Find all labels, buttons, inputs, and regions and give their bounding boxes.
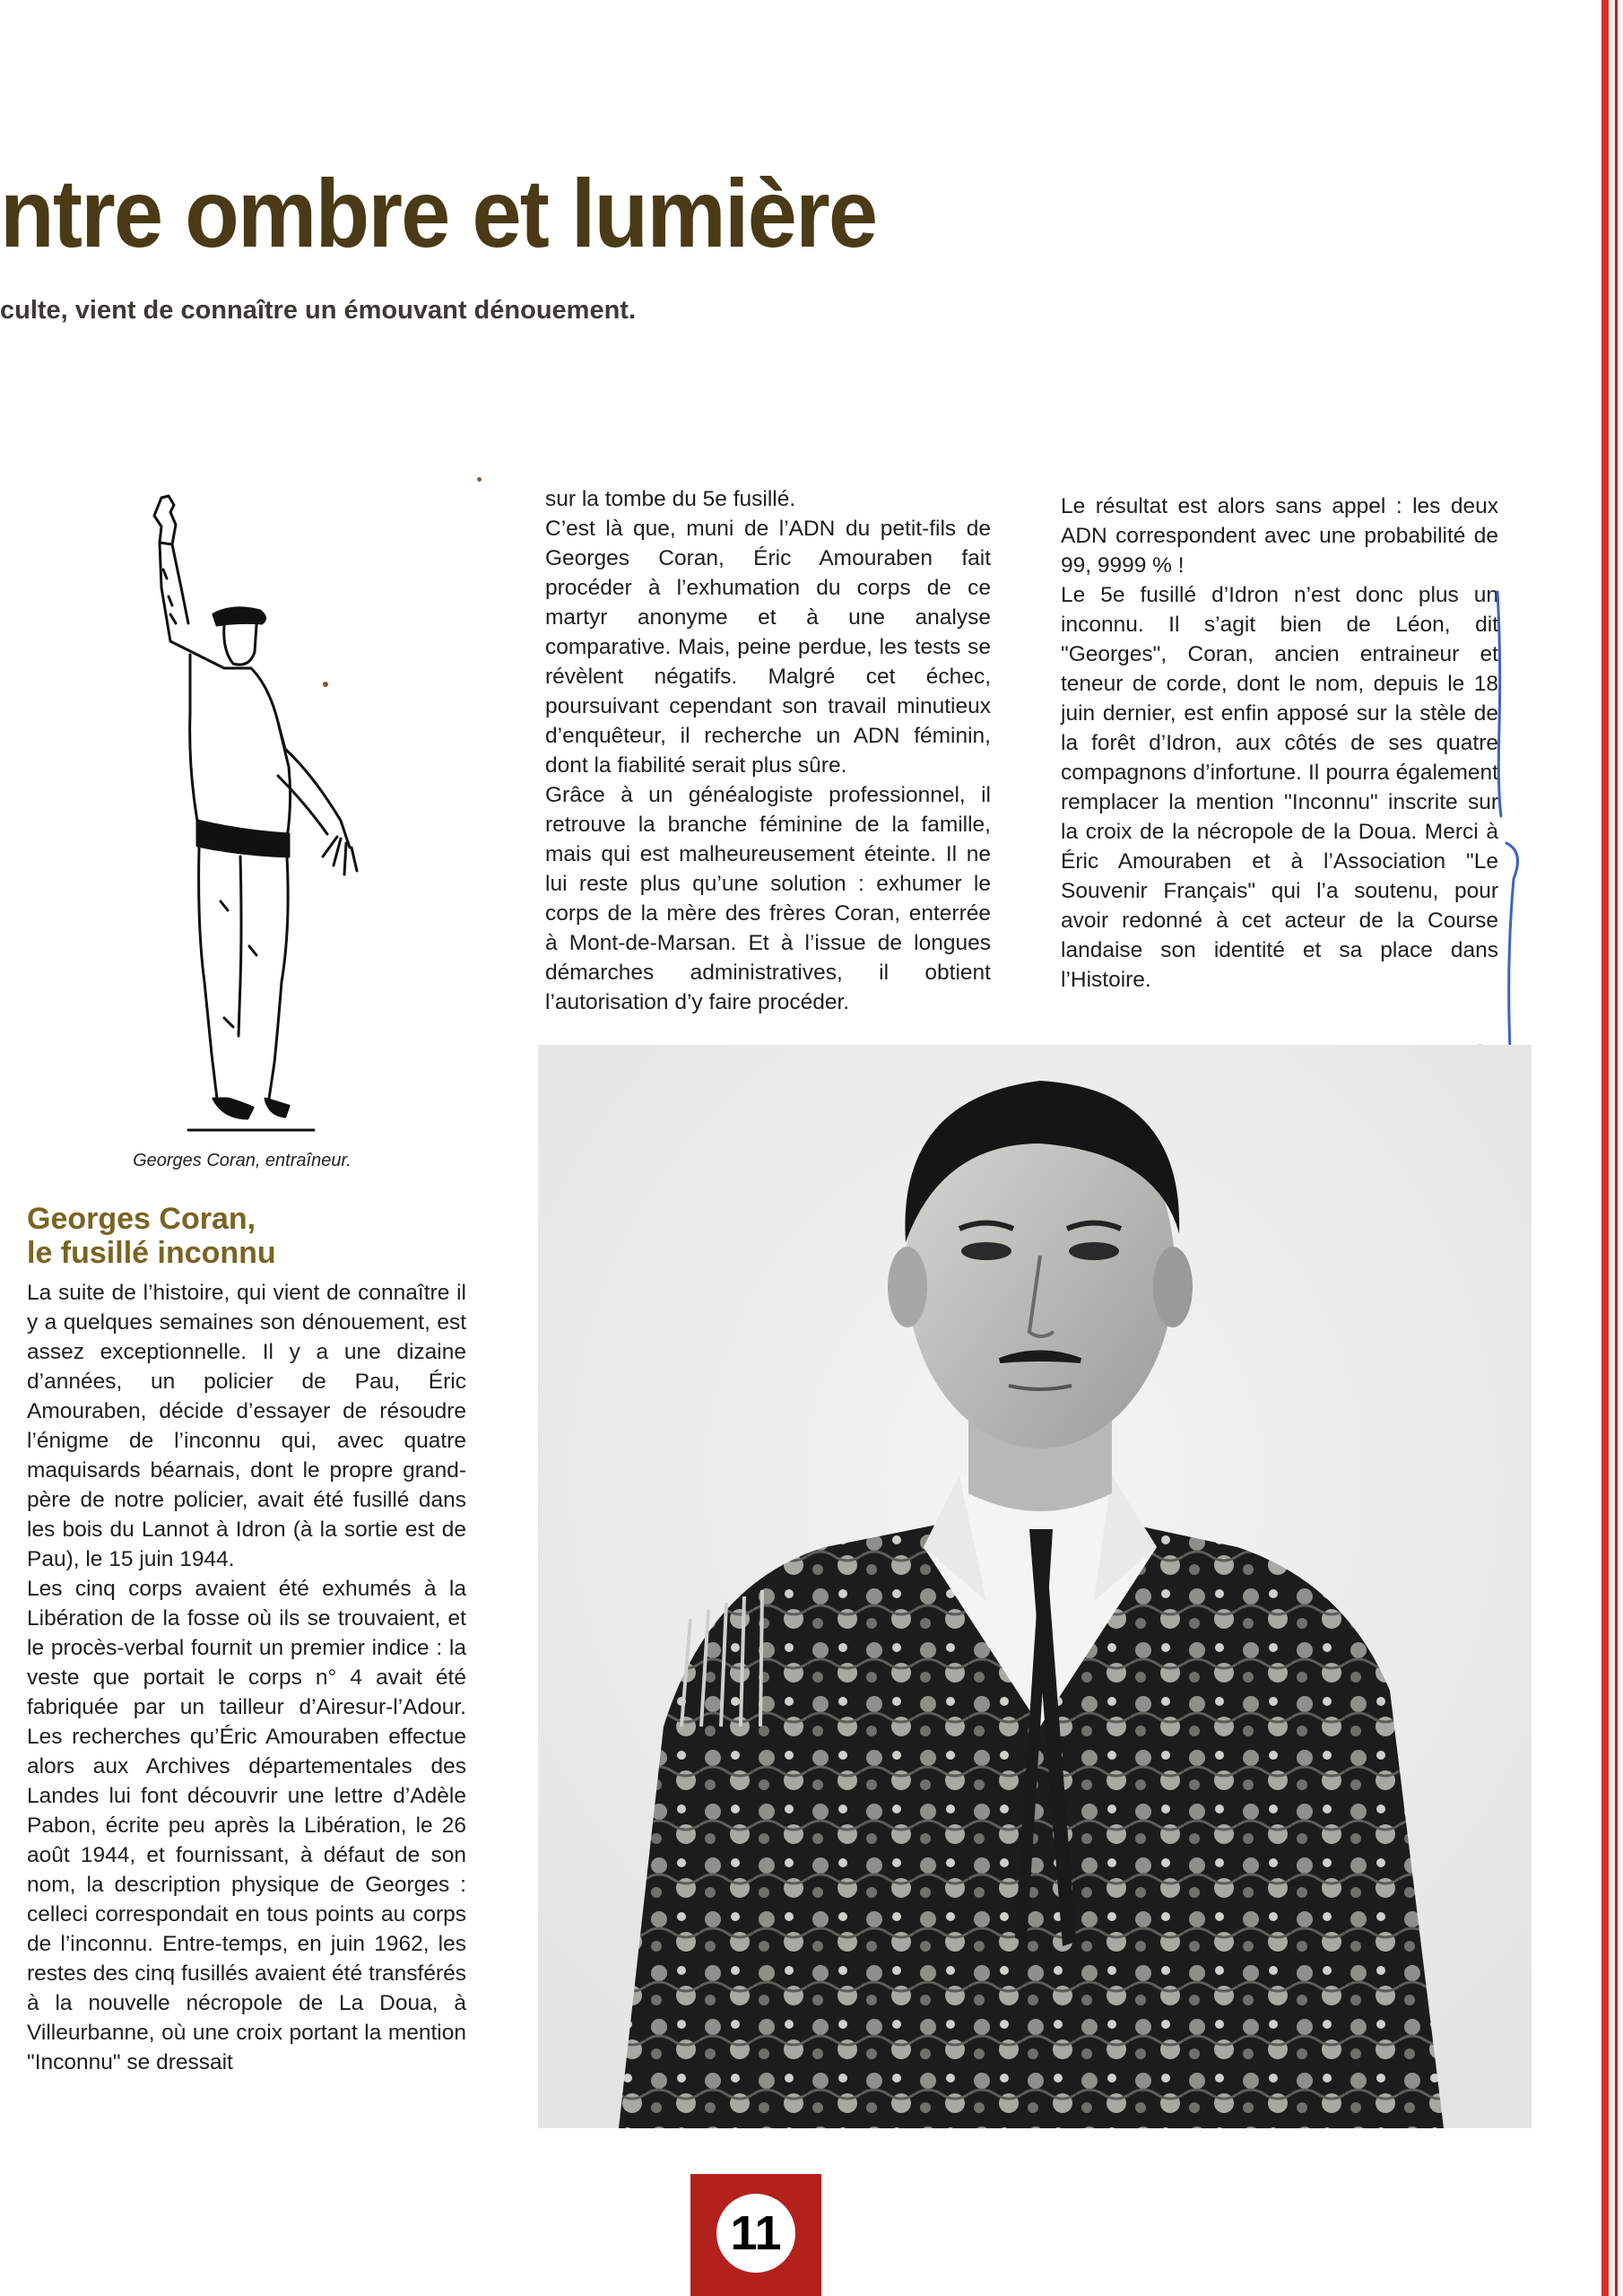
- middle-column: [545, 484, 991, 1017]
- section-heading: [27, 1202, 430, 1270]
- illustration-caption: Georges Coran, entraîneur.: [133, 1151, 352, 1170]
- section-heading-line2: le fusillé inconnu: [27, 1236, 276, 1270]
- article-title: ntre ombre et lumière: [0, 160, 877, 267]
- portrait-photograph: [538, 1045, 1532, 2128]
- handwritten-bracket-mark: [1471, 583, 1524, 1058]
- middle-paragraph-2: C’est là que, muni de l’ADN du petit-fils de Georges Coran, Éric Amouraben fait procéder à l’exhumation du corps de ce martyr anonyme et à une analyse comparative. Mais, peine perdue, les tests se révèlent négatifs. Malgré cet échec, poursuivant cependant son travail minutieux d’enquêteur, il recherche un ADN féminin, dont la fiabilité serait plus sûre.: [545, 517, 991, 778]
- page-number: 11: [716, 2194, 795, 2273]
- left-paragraph-2: Les cinq corps avaient été exhumés à la Libération de la fosse où ils se trouvaient, et le procès-verbal fournit un premier indice : la veste que portait le corps n° 4 avait été fabriquée par un tailleur d’Airesur-l’Adour. Les recherches qu’Éric Amouraben effectue alors aux Archives départementales des Landes lui font découvrir une lettre d’Adèle Pabon, écrite peu après la Libération, le 26 août 1944, et fournissant, à défaut de son nom, la description physique de Georges : celleci correspondait en tous points au corps de l’inconnu. Entre-temps, en juin 1962, les restes des cinq fusillés avaient été transférés à la nouvelle nécropole de La Doua, à Villeurbanne, où une croix portant la mention "Inconnu" se dressait: [27, 1577, 466, 2074]
- right-paragraph-2: Le 5e fusillé d’Idron n’est donc plus un inconnu. Il s’agit bien de Léon, dit "Georges", Coran, ancien entraineur et teneur de corde, dont le nom, depuis le 18 juin dernier, est enfin apposé sur la stèle de la forêt d’Idron, aux côtés de ses quatre compagnons d’infortune. Il pourra également remplacer la mention "Inconnu" inscrite sur la croix de la nécropole de la Doua. Merci à Éric Amouraben et à l’Association "Le Souvenir Français" qui l’a soutenu, pour avoir redonné à cet acteur de la Course landaise son identité et sa place dans l’Histoire.: [1061, 583, 1498, 992]
- left-paragraph-1: La suite de l’histoire, qui vient de connaître il y a quelques semaines son dénouement, est assez exceptionnelle. Il y a une dizaine d’années, un policier de Pau, Éric Amouraben, décide d’essayer de résoudre l’énigme de l’inconnu qui, avec quatre maquisards béarnais, dont le propre grand-père de notre policier, avait été fusillé dans les bois du Lannot à Idron (à la sortie est de Pau), le 15 juin 1944.: [27, 1281, 466, 1571]
- trainer-illustration: [135, 480, 386, 1135]
- section-heading-line1: Georges Coran,: [27, 1202, 256, 1236]
- right-paragraph-1: Le résultat est alors sans appel : les deux ADN correspondent avec une probabilité de 99, 9999 % !: [1061, 494, 1498, 578]
- middle-paragraph-3: Grâce à un généalogiste professionnel, il retrouve la branche féminine de la famille, mais qui est malheureusement éteinte. Il ne lui reste plus qu’une solution : exhumer le corps de la mère des frères Coran, enterrée à Mont-de-Marsan. Et à l’issue de longues démarches administratives, il obtient l’autorisation d’y faire procéder.: [545, 783, 991, 1014]
- red-margin-strip-outer: [1615, 0, 1618, 2296]
- page-number-badge: [690, 2174, 821, 2296]
- article-subtitle: culte, vient de connaître un émouvant dénouement.: [0, 296, 636, 325]
- right-column: [1061, 491, 1498, 995]
- middle-paragraph-1: sur la tombe du 5e fusillé.: [545, 487, 796, 511]
- left-column: [27, 1278, 466, 2077]
- print-speck: [477, 477, 482, 482]
- print-speck: [323, 682, 328, 687]
- red-margin-strip: [1601, 0, 1609, 2296]
